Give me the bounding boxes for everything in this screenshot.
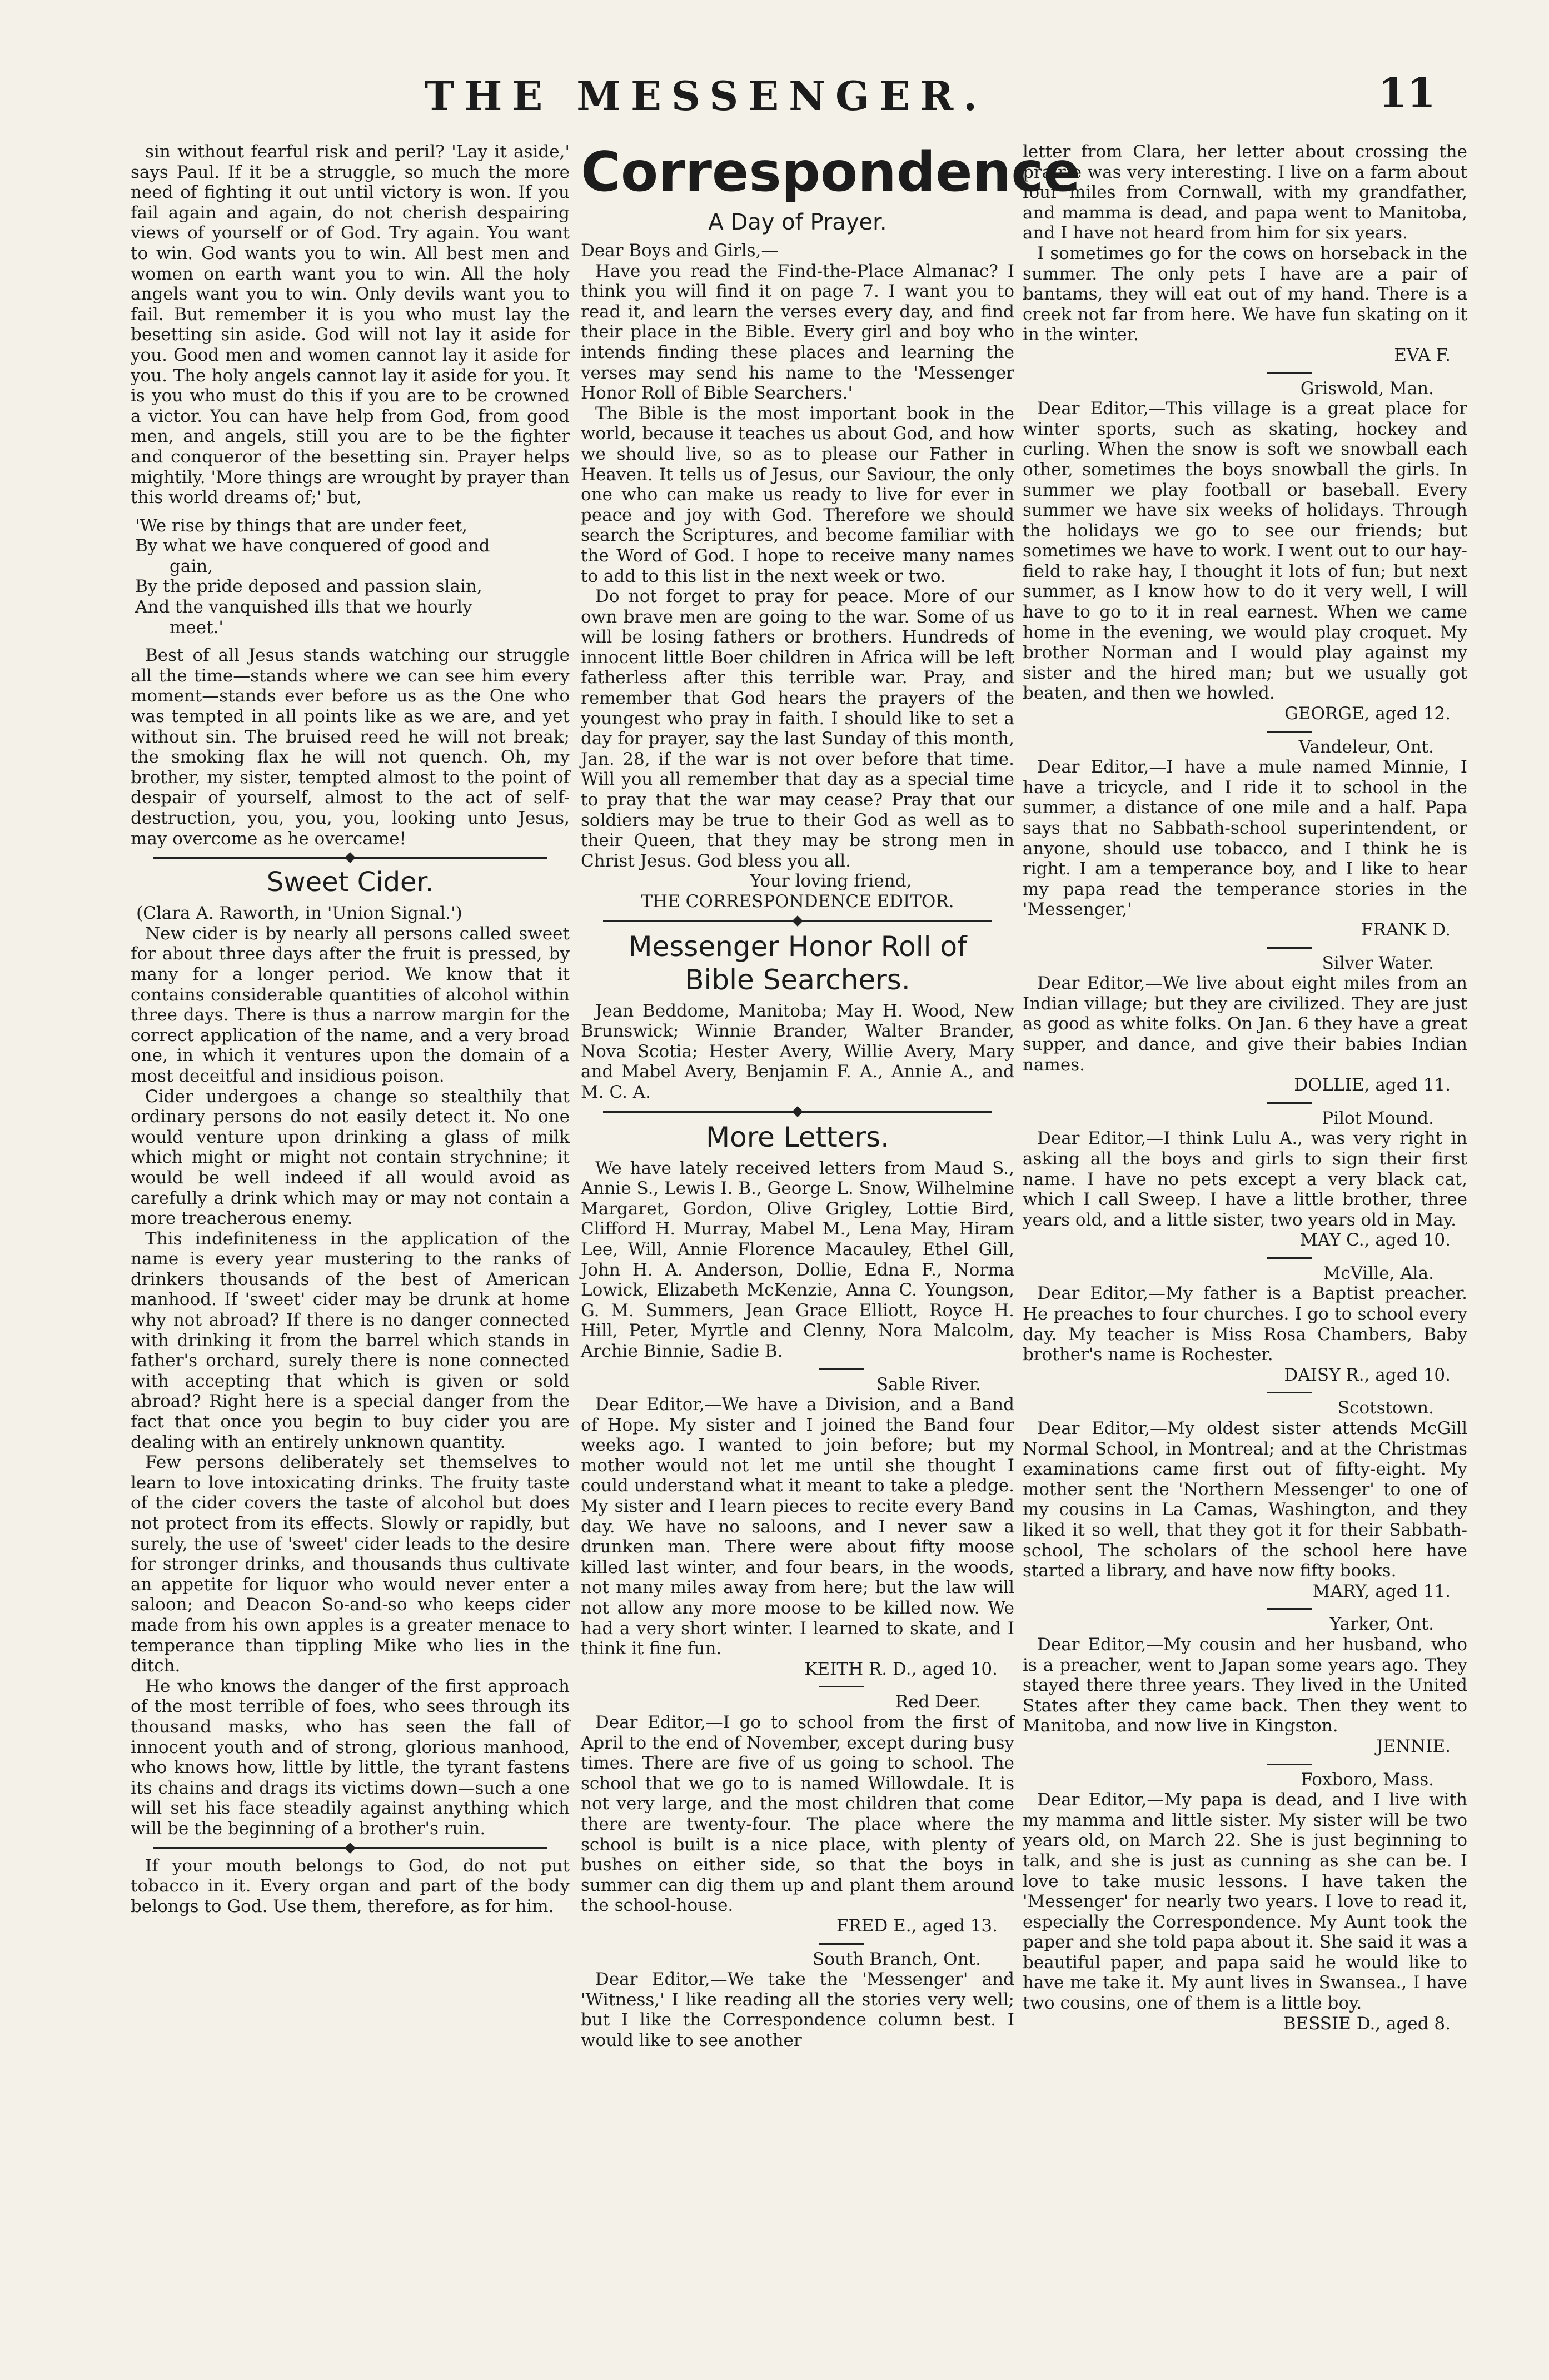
letter-signature: DOLLIE, aged 11.	[1294, 1075, 1451, 1096]
more-letters-title: More Letters.	[705, 1121, 890, 1153]
section-divider	[153, 857, 547, 859]
letter-signature: FRED E., aged 13.	[836, 1915, 998, 1936]
column-1	[131, 142, 570, 1916]
letter-divider	[1267, 1257, 1312, 1259]
sweet-cider-byline: (Clara A. Raworth, in 'Union Signal.')	[136, 903, 462, 924]
letter-place: Silver Water.	[1322, 953, 1434, 973]
letter-body: Dear Editor,—We take the 'Messenger' and 'Witness,' I like reading all the stories very well; but I like the Correspondence column best. I would like to see another	[581, 1969, 1014, 2050]
letter-body: letter from Clara, her letter about crossing the prairie was very interesting. I live on a farm about four miles from Cornwall, with my grandfather, and mamma is dead, and papa went to Manitoba, and I have not heard from him for six years.	[1023, 142, 1467, 243]
letter-divider	[1267, 731, 1312, 733]
letter-divider	[1267, 372, 1312, 374]
editor-closing: Your loving friend,	[750, 871, 912, 892]
letter-body: Dear Editor,—We live about eight miles from an Indian village; but they are civilized. They are just as good as white folks. On Jan. 6 they have a great supper, and dance, and give their babies Indian names.	[1023, 973, 1467, 1075]
letter-body: I sometimes go for the cows on horseback in the summer. The only pets I have are a pair of bantams, they will eat out of my hand. There is a creek not far from here. We have fun skating on it in the winter.	[1023, 243, 1467, 345]
poem-line: 'We rise by things that are under feet,	[135, 515, 468, 536]
letter-body: Dear Editor,—I think Lulu A., was very right in asking all the boys and girls to sign their first name. I have no pets except a very black cat, which I call Sweep. I have a little brother, three years old, and a little sister, two years old in May.	[1023, 1128, 1467, 1230]
sweet-cider-title: Sweet Cider.	[266, 867, 434, 898]
letter-place: Griswold, Man.	[1300, 378, 1434, 399]
section-divider	[603, 920, 992, 922]
correspondence-subtitle: A Day of Prayer.	[708, 210, 887, 235]
letter-body: Dear Editor,—My cousin and her husband, who is a preacher, went to Japan some years ago. They stayed there three years. They lived in the United States after they came back. Then they went to Manitoba, and now live in Kingston.	[1023, 1634, 1467, 1736]
letter-signature: MAY C., aged 10.	[1299, 1230, 1451, 1251]
poem-line: meet.'	[170, 617, 223, 638]
letter-divider	[819, 1368, 864, 1370]
letter-body: Dear Editor,—I have a mule named Minnie, I have a tricycle, and I ride it to school in the summer, a distance of one mile and a half. Papa says that no Sabbath-school superintendent, or anyone, should use tobacco, and I think he is right. I am a temperance boy, and I like to hear my papa read the temperance stories in the 'Messenger,'	[1023, 757, 1467, 920]
letter-body: Dear Editor,—My oldest sister attends McGill Normal School, in Montreal; and at the Christmas examinations came first out of fifty-eight. My mother sent the 'Northern Messenger' to one of my cousins in La Camas, Washington, and they liked it so well, that they got it for their Sabbath-school, The scholars of the school here have started a library, and have now fifty books.	[1023, 1418, 1467, 1581]
letter-signature: KEITH R. D., aged 10.	[804, 1659, 998, 1679]
poem	[131, 516, 570, 638]
letter-divider	[1267, 1392, 1312, 1393]
editor-signature: THE CORRESPONDENCE EDITOR.	[641, 892, 954, 912]
letter-signature: BESSIE D., aged 8.	[1283, 2013, 1451, 2034]
letter-signature: DAISY R., aged 10.	[1284, 1365, 1451, 1385]
letter-place: Pilot Mound.	[1322, 1108, 1434, 1128]
letter-divider	[1267, 1764, 1312, 1765]
correspondence-title: Correspondence	[581, 141, 1080, 204]
letter-place: Scotstown.	[1337, 1398, 1434, 1418]
letter-divider	[1267, 1608, 1312, 1610]
poem-line: By the pride deposed and passion slain,	[135, 576, 482, 597]
section-divider	[603, 1111, 992, 1113]
letter-place: Red Deer.	[895, 1692, 981, 1712]
letter-divider	[819, 1686, 864, 1687]
article-paragraph: He who knows the danger of the first approach of the most terrible of foes, who sees through its thousand masks, who has seen the fall of innocent youth and of strong, glorious manhood, who knows how, little by little, the tyrant fastens its chains and drags its victims down—such a one will set his face steadily against anything which will be the beginning of a brother's ruin.	[131, 1676, 570, 1839]
letter-body: Dear Editor,—My father is a Baptist preacher. He preaches to four churches. I go to school every day. My teacher is Miss Rosa Chambers, Baby brother's name is Rochester.	[1023, 1283, 1467, 1365]
honor-roll-names: Jean Beddome, Manitoba; May H. Wood, New Brunswick; Winnie Brander, Walter Brander, Nova Scotia; Hester Avery, Willie Avery, Mary and Mabel Avery, Benjamin F. A., Annie A., and M. C. A.	[581, 1000, 1014, 1102]
letter-signature: FRANK D.	[1361, 919, 1451, 940]
editor-paragraph: Have you read the Find-the-Place Almanac? I think you will find it on page 7. I want you to read it, and learn the verses every day, and find their place in the Bible. Every girl and boy who intends finding these places and learning the verses may send his name to the 'Messenger Honor Roll of Bible Searchers.'	[581, 261, 1014, 404]
letter-place: South Branch, Ont.	[813, 1949, 981, 1969]
letter-body: Dear Editor,—I go to school from the first of April to the end of November, except during busy times. There are five of us going to school. The school that we go to is named Willowdale. It is not very large, and the most children that come there are twenty-four. The place where the school is built is a nice place, with plenty of bushes on either side, so that the boys in summer can dig them up and plant them around the school-house.	[581, 1712, 1014, 1916]
letter-place: Yarker, Ont.	[1329, 1614, 1434, 1635]
letter-signature: MARY, aged 11.	[1312, 1581, 1451, 1601]
letter-body: Dear Editor,—We have a Division, and a Band of Hope. My sister and I joined the Band four weeks ago. I wanted to join before; but my mother would not let me until she thought I could understand what it meant to take a pledge. My sister and I learn pieces to recite every Band day. We have no saloons, and I never saw a drunken man. There were about fifty moose killed last winter, and four bears, in the woods, not many miles away from here; but the law will not allow any more moose to be killed now. We had a very short winter. I learned to skate, and I think it fine fun.	[581, 1395, 1014, 1659]
editor-paragraph: The Bible is the most important book in the world, because it teaches us about God, and how we should live, so as to please our Father in Heaven. It tells us of Jesus, our Saviour, the only one who can make us ready to live for ever in peace and joy with God. Therefore we should search the Scriptures, and become familiar with the Word of God. I hope to receive many names to add to this list in the next week or two.	[581, 403, 1014, 586]
letter-divider	[1267, 1102, 1312, 1104]
column-2	[581, 141, 1080, 2051]
column-3	[1023, 142, 1467, 2034]
article-paragraph: Best of all Jesus stands watching our struggle all the time—stands where we can see him every moment—stands ever before us as the One who was tempted in all points like as we are, and yet without sin. The bruised reed he will not break; the smoking flax he will not quench. Oh, my brother, my sister, tempted almost to the point of despair of yourself, almost to the act of self-destruction, you, you, you, looking unto Jesus, may overcome as he overcame!	[131, 645, 570, 849]
more-letters-text: We have lately received letters from Maud S., Annie S., Lewis I. B., George L. Snow, Wilhelmine Margaret, Gordon, Olive Grigley, Lottie Bird, Clifford H. Murray, Mabel M., Lena May, Hiram Lee, Will, Annie Florence Macauley, Ethel Gill, John H. A. Anderson, Dollie, Edna F., Norma Lowick, Elizabeth McKenzie, Anna C. Youngson, G. M. Summers, Jean Grace Elliott, Royce H. Hill, Peter, Myrtle and Clenny, Nora Malcolm, Archie Binnie, Sadie B.	[581, 1158, 1014, 1361]
letter-signature: JENNIE.	[1376, 1736, 1451, 1756]
closing-paragraph: If your mouth belongs to God, do not put tobacco in it. Every organ and part of the body belongs to God. Use them, therefore, as for him.	[131, 1855, 570, 1916]
editor-paragraph: Do not forget to pray for peace. More of our own brave men are going to the war. Some of us will be losing fathers or brothers. Hundreds of innocent little Boer children in Africa will be left fatherless after this terrible war. Pray, and remember that God hears the prayers of the youngest who pray in faith. I should like to set a day for prayer, say the last Sunday of this month, Jan. 28, if the war is not over before that time. Will you all remember that day as a special time to pray that the war may cease? Pray that our soldiers may be true to their God as well as to their Queen, that they may be strong men in Christ Jesus. God bless you all.	[581, 586, 1014, 871]
article-intro: sin without fearful risk and peril? 'Lay it aside,' says Paul. If it be a struggle, so much the more need of fighting it out until victory is won. If you fail again and again, do not cherish despairing views of yourself or of God. Try again. You want to win. God wants you to win. All best men and women on earth want you to win. All the holy angels want you to win. Only devils want you to fail. But remember it is you who must lay the besetting sin aside. God will not lay it aside for you. Good men and women cannot lay it aside for you. The holy angels cannot lay it aside for you. It is you who must do this if you are to be crowned a victor. You can have help from God, from good men, and angels, still you are to be the fighter and conqueror of the besetting sin. Prayer helps mightily. 'More things are wrought by prayer than this world dreams of;' but,	[131, 142, 570, 508]
letter-divider	[1267, 947, 1312, 949]
article-paragraph: This indefiniteness in the application of the name is every year mustering to the ranks of drinkers thousands of the best of American manhood. If 'sweet' cider may be drunk at home why not abroad? If there is no danger connected with drinking it from the barrel which stands in father's orchard, surely there is none connected with accepting that which is given or sold abroad? Right here is a special danger from the fact that once you begin to buy cider you are dealing with an entirely unknown quantity.	[131, 1228, 570, 1452]
poem-line: gain,	[170, 556, 213, 576]
honor-roll-title-line2: Bible Searchers.	[685, 963, 910, 996]
masthead: THE MESSENGER.	[424, 72, 988, 120]
letter-signature: GEORGE, aged 12.	[1284, 704, 1451, 724]
letter-body: Dear Editor,—My papa is dead, and I live with my mamma and little sister. My sister will be two years old, on March 22. She is just beginning to talk, and she is just as cunning as she can be. I love to take music lessons. I have taken the 'Messenger' for nearly two years. I love to read it, especially the Correspondence. My Aunt took the paper and she told papa about it. She said it was a beautiful paper, and papa said he would like to have me take it. My aunt lives in Swansea., I have two cousins, one of them is a little boy.	[1023, 1790, 1467, 2014]
article-paragraph: Few persons deliberately set themselves to learn to love intoxicating drinks. The fruity taste of the cider covers the taste of alcohol but does not protect from its effects. Slowly or rapidly, but surely, the use of 'sweet' cider leads to the desire for stronger drinks, and thousands thus cultivate an appetite for liquor who would never enter a saloon; and Deacon So-and-so who keeps cider made from his own apples is a greater menace to temperance than tippling Mike who lies in the ditch.	[131, 1452, 570, 1676]
section-divider	[153, 1847, 547, 1849]
article-paragraph: Cider undergoes a change so stealthily that ordinary persons do not easily detect it. No one would venture upon drinking a glass of milk which might or might not contain strychnine; it would be well indeed if all would avoid as carefully a drink which may or may not contain a more treacherous enemy.	[131, 1086, 570, 1229]
letter-place: Foxboro, Mass.	[1301, 1769, 1434, 1790]
letter-place: Sable River.	[876, 1374, 981, 1395]
letter-place: McVille, Ala.	[1323, 1263, 1434, 1283]
letter-body: Dear Editor,—This village is a great place for winter sports, such as skating, hockey and curling. When the snow is soft we snowball each other, sometimes the boys snowball the girls. In summer we play football or baseball. Every summer we have six weeks of holidays. Through the holidays we go to see our friends; but sometimes we have to work. I went out to our hay-field to rake hay, I thought it lots of fun; but next summer, as I know how to do it very well, I will have to go to it in real earnest. When we came home in the evening, we would play croquet. My brother Norman and I would play against my sister and the hired man; but we usually got beaten, and then we howled.	[1023, 399, 1467, 704]
letter-signature: EVA F.	[1394, 345, 1451, 365]
article-paragraph: New cider is by nearly all persons called sweet for about three days after the fruit is pressed, by many for a longer period. We know that it contains considerable quantities of alcohol within three days. There is thus a narrow margin for the correct application of the name, and a very broad one, in which it ventures upon the domain of a most deceitful and insidious poison.	[131, 923, 570, 1086]
poem-line: By what we have conquered of good and	[135, 536, 490, 556]
salutation: Dear Boys and Girls,—	[581, 241, 779, 261]
letter-place: Vandeleur, Ont.	[1298, 736, 1434, 757]
letter-divider	[819, 1943, 864, 1945]
page-number: 11	[1378, 69, 1436, 117]
honor-roll-title: Messenger Honor Roll of	[628, 930, 967, 963]
poem-line: And the vanquished ills that we hourly	[135, 597, 472, 618]
